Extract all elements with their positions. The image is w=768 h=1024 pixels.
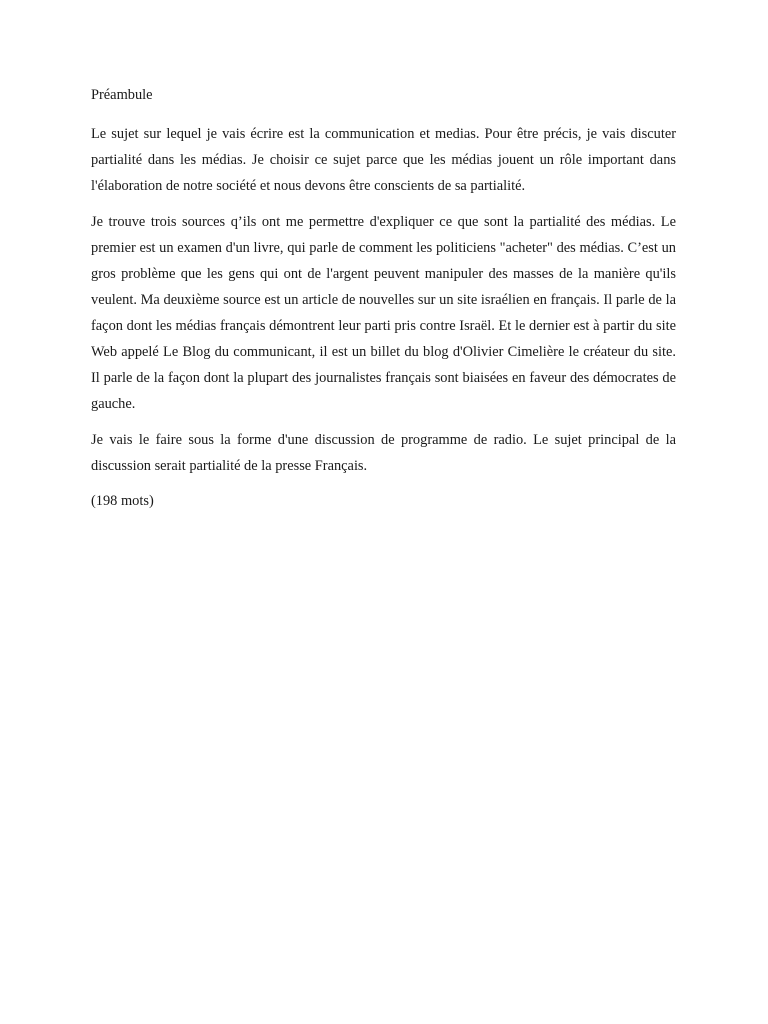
paragraph-format: Je vais le faire sous la forme d'une discussion de programme de radio. Le sujet principal de la discussion serait partialité de la presse Français. xyxy=(91,432,676,474)
paragraph-sources: Je trouve trois sources q’ils ont me permettre d'expliquer ce que sont la partialité des médias. Le premier est un examen d'un livre, qui parle de comment les politiciens "acheter" des médias. C’est un gros problème que les gens qui ont de l'argent peuvent manipuler des masses de la manière qu'ils veulent. Ma deuxième source est un article de nouvelles sur un site israélien en français. Il parle de la façon dont les médias français démontrent leur parti pris contre Israël. Et le dernier est à partir du site Web appelé Le Blog du communicant, il est un billet du blog d'Olivier Cimelière le créateur du site. Il parle de la façon dont la plupart des journalistes français sont biaisées en faveur des démocrates de gauche. xyxy=(91,214,676,412)
word-count: (198 mots) xyxy=(91,493,154,509)
paragraph-introduction: Le sujet sur lequel je vais écrire est la communication et medias. Pour être précis, je vais discuter partialité dans les médias. Je choisir ce sujet parce que les médias jouent un rôle important dans l'élaboration de notre société et nous devons être conscients de sa partialité. xyxy=(91,126,676,194)
document-title: Préambule xyxy=(91,87,153,103)
document-page xyxy=(91,83,676,513)
